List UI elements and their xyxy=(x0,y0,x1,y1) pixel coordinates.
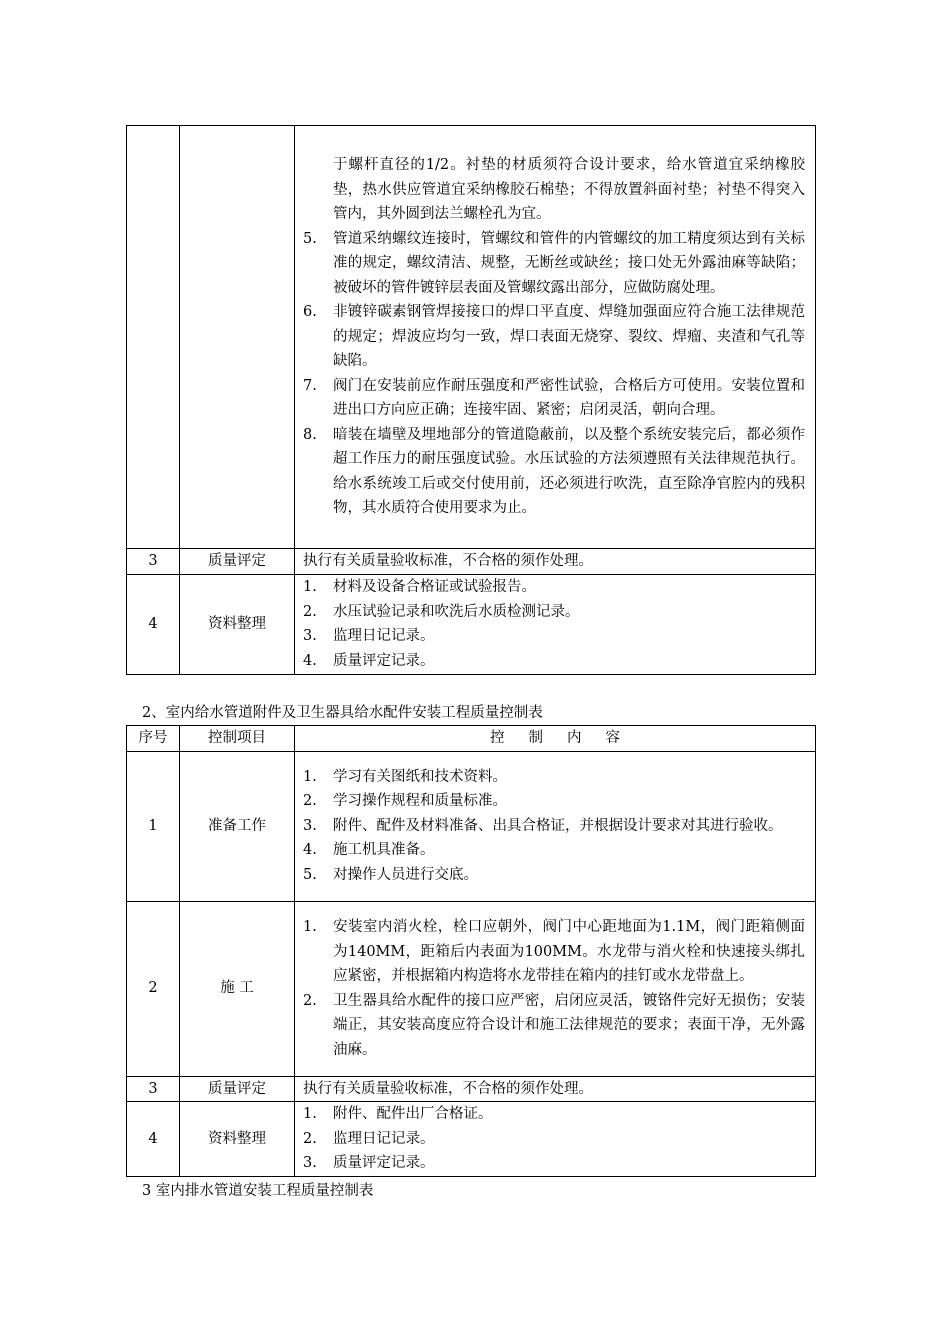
list-item: 3. 质量评定记录。 xyxy=(303,1155,435,1172)
numbered-list xyxy=(303,575,805,673)
row-number-cell: 3 xyxy=(127,1076,180,1102)
list-item: 5. 管道采纳螺纹连接时，管螺纹和管件的内管螺纹的加工精度须达到有关标准的规定，螺纹清洁、规整，无断丝或缺丝；接口处无外露油麻等缺陷；被破坏的管件镀锌层表面及管螺纹露出部分，应做防腐处理。 xyxy=(303,230,805,296)
list-item: 2. 水压试验记录和吹洗后水质检测记录。 xyxy=(303,603,580,620)
list-item: 1. 安装室内消火栓，栓口应朝外，阀门中心距地面为1.1M，阀门距箱侧面为140MM，距箱后内表面为100MM。水龙带与消火栓和快速接头绑扎应紧密，并根据箱内构造将水龙带挂在箱内的挂钉或水龙带盘上。 xyxy=(303,919,805,984)
list-item: 5. 对操作人员进行交底。 xyxy=(303,866,478,883)
control-content-cell xyxy=(295,126,816,549)
numbered-list xyxy=(303,1102,805,1176)
quality-control-table-1 xyxy=(126,125,816,675)
control-content-cell: 执行有关质量验收标准，不合格的须作处理。 xyxy=(295,1076,816,1102)
control-item-cell: 准备工作 xyxy=(180,751,295,901)
control-item-cell xyxy=(180,126,295,549)
list-item: 2. 学习操作规程和质量标准。 xyxy=(303,793,507,810)
continued-paragraph: 于螺杆直径的1/2。衬垫的材质须符合设计要求，给水管道宜采纳橡胶垫，热水供应管道宜采纳橡胶石棉垫；不得放置斜面衬垫；衬垫不得突入管内，其外圆到法兰螺栓孔为宜。 xyxy=(333,157,805,223)
control-content-cell: 执行有关质量验收标准，不合格的须作处理。 xyxy=(295,549,816,575)
control-item-cell: 资料整理 xyxy=(180,574,295,674)
row-number-cell xyxy=(127,126,180,549)
control-item-cell: 资料整理 xyxy=(180,1102,295,1177)
numbered-list xyxy=(303,915,805,1062)
control-item-cell: 施 工 xyxy=(180,901,295,1076)
row-number-cell: 4 xyxy=(127,574,180,674)
table-row xyxy=(127,1076,816,1102)
list-item: 1. 学习有关图纸和技术资料。 xyxy=(303,768,507,785)
list-item: 1. 材料及设备合格证或试验报告。 xyxy=(303,579,536,595)
control-content-cell xyxy=(295,1102,816,1177)
list-item: 8. 暗装在墙壁及埋地部分的管道隐蔽前，以及整个系统安装完后，都必须作超工作压力的耐压强度试验。水压试验的方法须遵照有关法律规范执行。给水系统竣工后或交付使用前，还必须进行吹洗，直至除净官腔内的残积物，其水质符合使用要求为止。 xyxy=(303,426,805,517)
list-item: 3. 附件、配件及材料准备、出具合格证，并根据设计要求对其进行验收。 xyxy=(303,817,783,834)
control-item-cell: 质量评定 xyxy=(180,549,295,575)
row-number-cell: 1 xyxy=(127,751,180,901)
row-number-cell: 4 xyxy=(127,1102,180,1177)
table-header-row xyxy=(127,726,816,752)
header-control-content: 控制内容 xyxy=(295,726,816,752)
header-control-item: 控制项目 xyxy=(180,726,295,752)
list-item: 4. 施工机具准备。 xyxy=(303,842,435,859)
section-title: 3 室内排水管道安装工程质量控制表 xyxy=(142,1183,374,1199)
numbered-list xyxy=(303,227,805,521)
numbered-list xyxy=(303,765,805,888)
control-item-cell: 质量评定 xyxy=(180,1076,295,1102)
table-row xyxy=(127,901,816,1076)
table-row xyxy=(127,751,816,901)
control-content-cell xyxy=(295,751,816,901)
list-item: 2. 监理日记记录。 xyxy=(303,1130,435,1147)
table-row xyxy=(127,574,816,674)
control-content-cell xyxy=(295,901,816,1076)
list-item: 1. 附件、配件出厂合格证。 xyxy=(303,1106,493,1123)
list-item: 6. 非镀锌碳素钢管焊接接口的焊口平直度、焊缝加强面应符合施工法律规范的规定；焊波应均匀一致，焊口表面无烧穿、裂纹、焊瘤、夹渣和气孔等缺陷。 xyxy=(303,304,805,370)
list-item: 2. 卫生器具给水配件的接口应严密，启闭应灵活，镀铬件完好无损伤；安装端正，其安装高度应符合设计和施工法律规范的要求；表面干净，无外露油麻。 xyxy=(303,992,805,1058)
section-title: 2、室内给水管道附件及卫生器具给水配件安装工程质量控制表 xyxy=(142,705,543,721)
row-number-cell: 2 xyxy=(127,901,180,1076)
list-item: 3. 监理日记记录。 xyxy=(303,628,435,644)
quality-control-table-2 xyxy=(126,725,816,1177)
list-item: 4. 质量评定记录。 xyxy=(303,652,435,669)
header-number: 序号 xyxy=(127,726,180,752)
table-row xyxy=(127,1102,816,1177)
control-content-cell xyxy=(295,574,816,674)
table-row xyxy=(127,126,816,549)
table-row xyxy=(127,549,816,575)
list-item: 7. 阀门在安装前应作耐压强度和严密性试验，合格后方可使用。安装位置和进出口方向应正确；连接牢固、紧密；启闭灵活，朝向合理。 xyxy=(303,377,805,419)
row-number-cell: 3 xyxy=(127,549,180,575)
